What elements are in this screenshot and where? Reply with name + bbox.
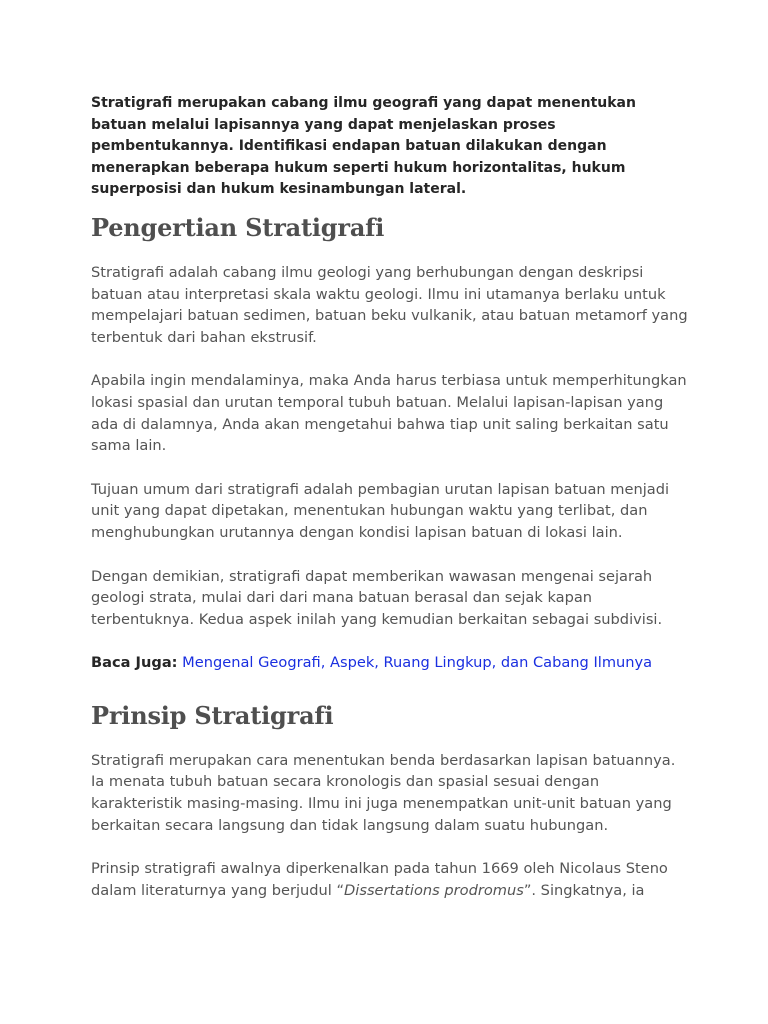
paragraph-text: ”. Singkatnya, ia [523, 881, 645, 899]
intro-paragraph: Stratigrafi merupakan cabang ilmu geografi yang dapat menentukan batuan melalui lapisannya yang dapat menjelaskan proses pembentukannya. Identifikasi endapan batuan dilakukan dengan menerapkan beberapa hukum seperti hukum horizontalitas, hukum superposisi dan hukum kesinambungan lateral. [91, 95, 636, 198]
paragraph: Stratigrafi adalah cabang ilmu geologi yang berhubungan dengan deskripsi batuan atau interpretasi skala waktu geologi. Ilmu ini utamanya berlaku untuk mempelajari batuan sedimen, batuan beku vulkanik, atau batuan metamorf yang terbentuk dari bahan ekstrusif. [91, 263, 688, 346]
book-title: Dissertations prodromus [344, 881, 524, 899]
paragraph-text: Prinsip stratigrafi awalnya diperkenalkan pada tahun 1669 oleh Nicolaus Steno dalam literaturnya yang berjudul “ [91, 860, 668, 899]
read-also-link[interactable]: Mengenal Geografi, Aspek, Ruang Lingkup, dan Cabang Ilmunya [182, 654, 653, 672]
heading-pengertian: Pengertian Stratigrafi [91, 212, 385, 242]
paragraph [91, 858, 691, 901]
read-also-label: Baca Juga: [91, 654, 178, 672]
heading-prinsip: Prinsip Stratigrafi [91, 700, 334, 730]
read-also [91, 652, 691, 674]
paragraph: Stratigrafi merupakan cara menentukan benda berdasarkan lapisan batuannya. Ia menata tubuh batuan secara kronologis dan spasial sesuai dengan karakteristik masing-masing. Ilmu ini juga menempatkan unit-unit batuan yang berkaitan secara langsung dan tidak langsung dalam suatu hubungan. [91, 751, 676, 834]
paragraph: Tujuan umum dari stratigrafi adalah pembagian urutan lapisan batuan menjadi unit yang dapat dipetakan, menentukan hubungan waktu yang terlibat, dan menghubungkan urutannya dengan kondisi lapisan batuan di lokasi lain. [91, 480, 670, 541]
paragraph: Apabila ingin mendalaminya, maka Anda harus terbiasa untuk memperhitungkan lokasi spasial dan urutan temporal tubuh batuan. Melalui lapisan-lapisan yang ada di dalamnya, Anda akan mengetahui bahwa tiap unit saling berkaitan satu sama lain. [91, 372, 687, 455]
paragraph: Dengan demikian, stratigrafi dapat memberikan wawasan mengenai sejarah geologi strata, mulai dari dari mana batuan berasal dan sejak kapan terbentuknya. Kedua aspek inilah yang kemudian berkaitan sebagai subdivisi. [91, 567, 663, 628]
article-content [91, 93, 691, 901]
